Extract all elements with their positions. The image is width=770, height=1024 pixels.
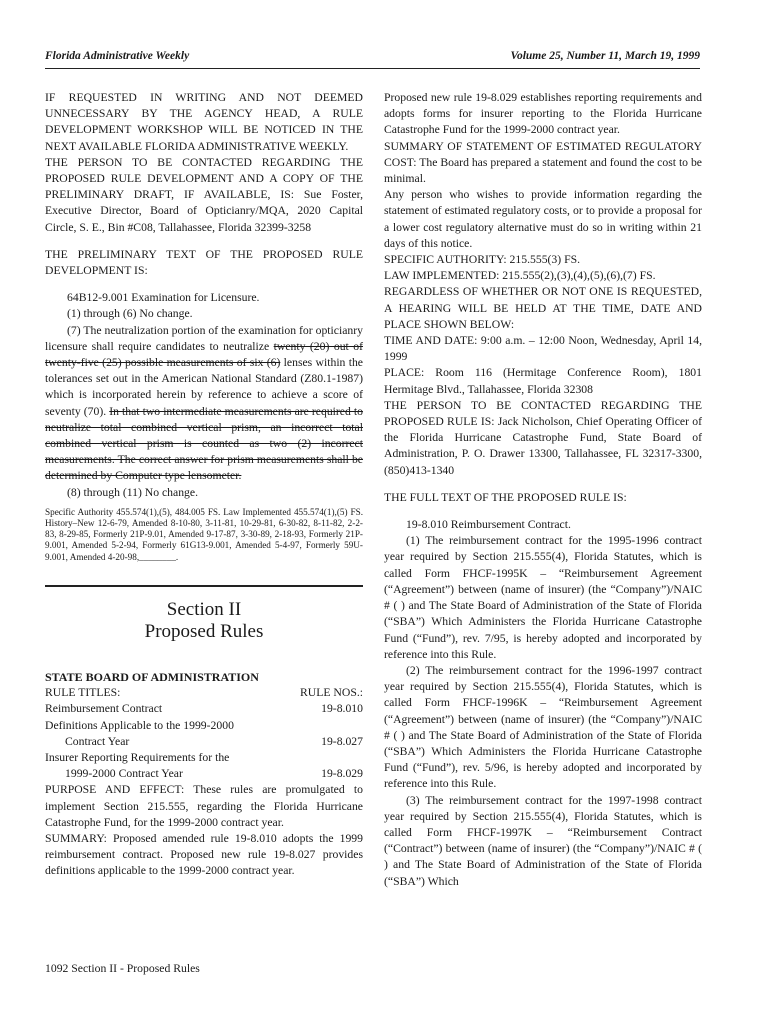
purpose-and-effect: PURPOSE AND EFFECT: These rules are promulgated to implement Section 215.555, regarding the Florida Hurricane Catastrophe Fund, for the 1999-2000 contract year.: [45, 783, 363, 829]
rule-item-8-11: (8) through (11) No change.: [67, 485, 199, 499]
rule-entry: [45, 718, 363, 750]
rule-entry-title: Reimbursement Contract: [45, 702, 163, 716]
running-header-left: Florida Administrative Weekly: [45, 50, 190, 62]
rule-nos-label: RULE NOS.:: [300, 686, 363, 700]
rule-titles-header: [45, 685, 363, 701]
time-and-date: TIME AND DATE: 9:00 a.m. – 12:00 Noon, Wednesday, April 14, 1999: [384, 334, 702, 364]
preliminary-text-heading: THE PRELIMINARY TEXT OF THE PROPOSED RULE DEVELOPMENT IS:: [45, 247, 363, 278]
specific-authority: SPECIFIC AUTHORITY: 215.555(3) FS.: [384, 253, 581, 267]
header-rule: [45, 68, 700, 69]
contract-paragraph-2: (2) The reimbursement contract for the 1996-1997 contract year required by Section 215.555(4), Florida Statutes, which is called Form FHCF-1996K – “Reimbursement Agreement (“Agreement”) between (name of insurer) (the “Company”)/NAIC # ( ) and The State Board of Administration of the State of Florida (“SBA”) Which Administers the Florida Hurricane Catastrophe Fund (“Fund”), rev. 5/96, is hereby adopted and incorporated by reference into this Rule.: [384, 663, 702, 791]
running-header-right: Volume 25, Number 11, March 19, 1999: [510, 50, 700, 62]
contact-notice: THE PERSON TO BE CONTACTED REGARDING THE PROPOSED RULE DEVELOPMENT AND A COPY OF THE PRELIMINARY DRAFT, IF AVAILABLE, IS: Sue Foster, Executive Director, Board of Opticianry/MQA, 2020 Capital Circle, S. E., Bin #C08, Tallahassee, Florida 32399-3258: [45, 155, 363, 234]
left-column: [45, 90, 363, 880]
rule-item-7-strike-2: In that two intermediate measurements are required to neutralize total combined vertical prism, an incorrect total combined vertical prism is counted as two (2) incorrect measurements. The correct answer for prism measurements shall be determined by Computer type lensometer.: [45, 404, 363, 483]
full-text-heading: THE FULL TEXT OF THE PROPOSED RULE IS:: [384, 490, 627, 504]
right-column: [384, 90, 702, 890]
rule-entry-title: Definitions Applicable to the 1999-2000: [45, 718, 234, 732]
place: PLACE: Room 116 (Hermitage Conference Room), 1801 Hermitage Blvd., Tallahassee, Florida 32308: [384, 366, 702, 396]
rule-item-7: [45, 323, 363, 485]
reporting-requirements: Proposed new rule 19-8.029 establishes reporting requirements and adopts forms for insurer reporting to the Florida Hurricane Catastrophe Fund for the 1999-2000 contract year.: [384, 91, 702, 137]
contract-paragraph-3: (3) The reimbursement contract for the 1997-1998 contract year required by Section 215.555(4), Florida Statutes, which is called Form FHCF-1997K – “Reimbursement Contract (“Contract”) between (name of insurer) (the “Company”)/NAIC # ( ) and The State Board of Administration of the State of Florida (“SBA”) Which: [384, 793, 702, 888]
rule-entry: [45, 701, 363, 717]
rule-entry-title-cont: 1999-2000 Contract Year: [65, 767, 183, 781]
contract-paragraph-1: (1) The reimbursement contract for the 1995-1996 contract year required by Section 215.555(4), Florida Statutes, which is called Form FHCF-1995K – “Reimbursement Agreement (“Agreement”) between (name of insurer) (the “Company”)/NAIC # ( ) and The State Board of Administration of the State of Florida (“SBA”) Which Administers the Florida Hurricane Catastrophe Fund (“Fund”), rev. 7/95, is hereby adopted and incorporated by reference into this Rule.: [384, 534, 702, 661]
law-implemented: LAW IMPLEMENTED: 215.555(2),(3),(4),(5),(6),(7) FS.: [384, 269, 656, 283]
section-divider: [45, 585, 363, 587]
section-title: [45, 599, 363, 643]
rule-item-7-strike-1: twenty (20) out of twenty-five (25) possible measurements of six (6): [45, 339, 363, 370]
rule-titles-label: RULE TITLES:: [45, 686, 121, 700]
section-name: Proposed Rules: [144, 620, 264, 642]
rule-title: 19-8.010 Reimbursement Contract.: [406, 518, 571, 532]
rule-entry-number: 19-8.029: [321, 767, 363, 781]
rule-entry: [45, 750, 363, 782]
rule-entry-title-cont: Contract Year: [65, 734, 130, 748]
regulatory-cost-summary: SUMMARY OF STATEMENT OF ESTIMATED REGULATORY COST: The Board has prepared a statement and found the cost to be minimal.: [384, 139, 702, 186]
rule-title: 64B12-9.001 Examination for Licensure.: [67, 291, 260, 305]
rule-entry-title: Insurer Reporting Requirements for the: [45, 750, 230, 764]
history-note: [45, 507, 363, 563]
rule-item-1-6: (1) through (6) No change.: [67, 307, 193, 321]
rule-entry-number: 19-8.010: [321, 702, 363, 716]
history-blank: ________.: [139, 551, 179, 562]
information-notice: Any person who wishes to provide information regarding the statement of estimated regulatory costs, or to provide a proposal for a lower cost regulatory alternative must do so in writing within 21 days of this notice.: [384, 188, 702, 250]
history-text: Specific Authority 455.574(1),(5), 484.005 FS. Law Implemented 455.574(1),(5) FS. History–New 12-6-79, Amended 8-10-80, 3-11-81, 10-29-81, 6-30-82, 8-11-82, 2-2-83, 8-29-85, Formerly 21P-9.01, Amended 9-17-87, 3-30-89, 2-18-93, Formerly 21P-9.001, Amended 5-2-94, Formerly 61G13-9.001, Amended 5-4-97, Formerly 59U-9.001, Amended 4-20-98,: [45, 506, 363, 562]
rule-entry-number: 19-8.027: [321, 734, 363, 748]
summary: SUMMARY: Proposed amended rule 19-8.010 adopts the 1999 reimbursement contract. Proposed new rule 19-8.027 provides definitions applicable to the 1999-2000 contract year.: [45, 831, 363, 878]
rule-item-7-text-a: (7) The neutralization portion of the examination for opticianry licensure shall require candidates to neutralize: [45, 323, 363, 353]
contact-person: THE PERSON TO BE CONTACTED REGARDING THE PROPOSED RULE IS: Jack Nicholson, Chief Operating Officer of the Florida Hurricane Catastrophe Fund, State Board of Administration, P. O. Drawer 13300, Tallahassee, FL 32317-3300, (850)413-1340: [384, 398, 702, 477]
section-number: Section II: [166, 598, 242, 620]
hearing-notice: REGARDLESS OF WHETHER OR NOT ONE IS REQUESTED, A HEARING WILL BE HELD AT THE TIME, DATE AND PLACE SHOWN BELOW:: [384, 285, 702, 331]
rule-item-7-text-b: lenses within the tolerances set out in the American National Standard (Z80.1-1987) which is incorporated herein by reference to achieve a score of seventy (70).: [45, 356, 363, 418]
agency-heading: STATE BOARD OF ADMINISTRATION: [45, 669, 259, 684]
workshop-notice: IF REQUESTED IN WRITING AND NOT DEEMED UNNECESSARY BY THE AGENCY HEAD, A RULE DEVELOPMENT WORKSHOP WILL BE NOTICED IN THE NEXT AVAILABLE FLORIDA ADMINISTRATIVE WEEKLY.: [45, 91, 363, 153]
page-footer: 1092 Section II - Proposed Rules: [45, 962, 200, 975]
